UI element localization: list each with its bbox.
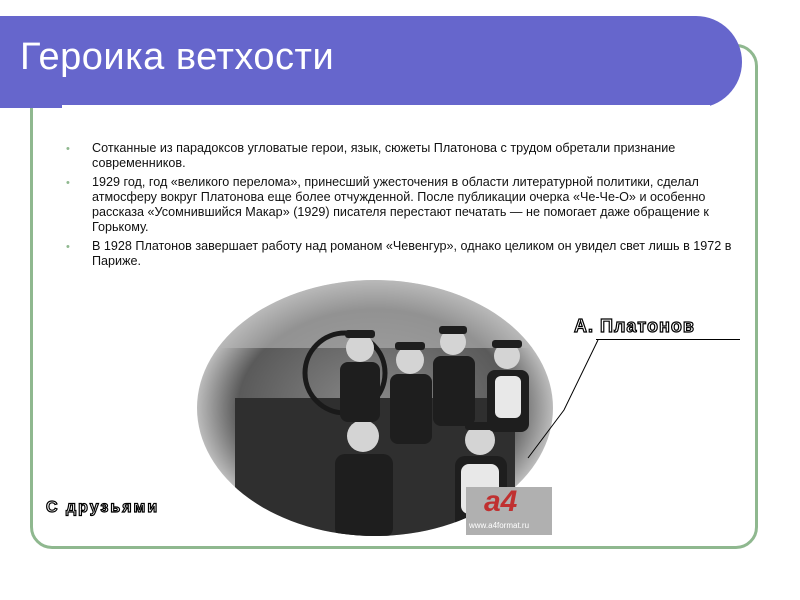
caption-friends: С друзьями: [46, 499, 160, 516]
slide-title: Героика ветхости: [20, 36, 335, 78]
bullet-text: Сотканные из парадоксов угловатые герои, язык, сюжеты Платонова с трудом обретали признание современников.: [92, 141, 676, 170]
bullet-icon: •: [66, 241, 70, 253]
caption-underline: [596, 339, 740, 340]
bullet-icon: •: [66, 143, 70, 155]
bullet-icon: •: [66, 177, 70, 189]
logo-mark: a4: [484, 485, 518, 518]
bullet-text: 1929 год, год «великого перелома», принесший ужесточения в области литературной политики, сделал атмосферу вокруг Платонова еще более отчужденной. После публикации очерка «Че-Че-О» и особенно рассказа «Усомнившийся Макар» (1929) писателя перестают печатать — не помогает даже обращение к Горькому.: [92, 175, 709, 234]
bullet-text: В 1928 Платонов завершает работу над романом «Чевенгур», однако целиком он увидел свет лишь в 1972 в Париже.: [92, 239, 732, 268]
caption-platonov: А. Платонов: [574, 316, 695, 336]
watermark-logo: [466, 487, 552, 535]
logo-url: www.a4format.ru: [469, 521, 530, 530]
